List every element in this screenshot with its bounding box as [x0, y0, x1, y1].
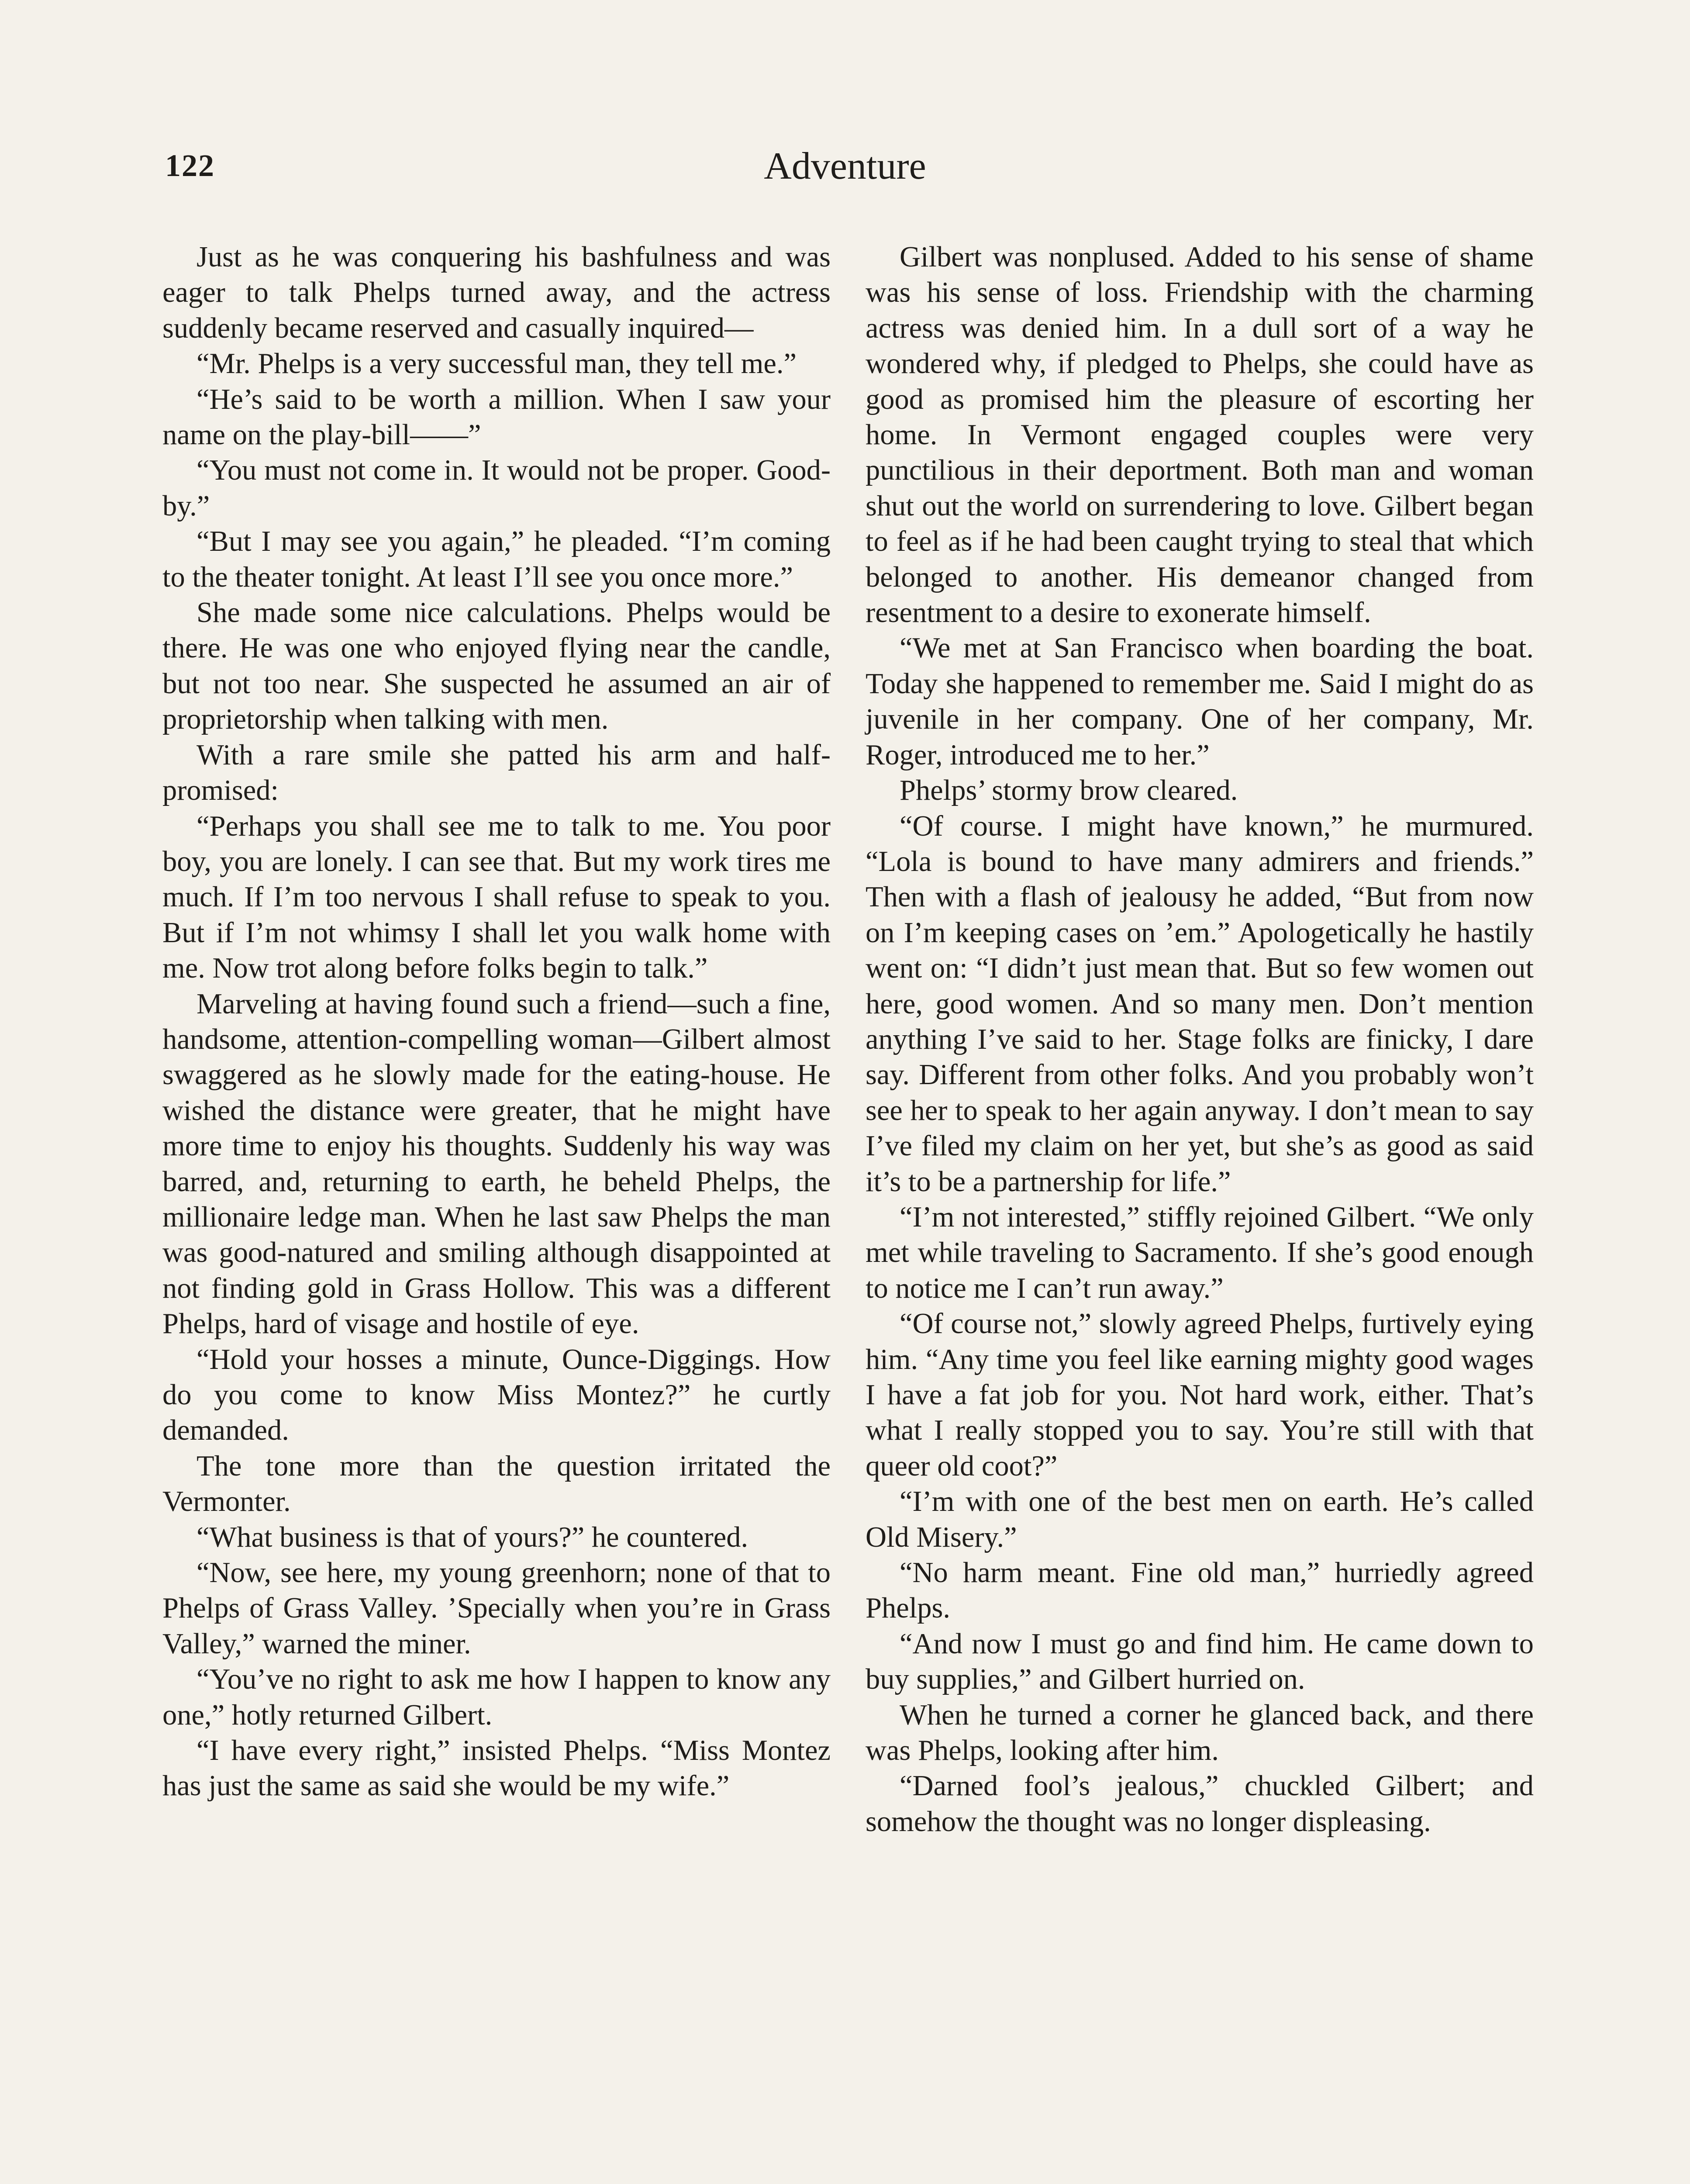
paragraph: “Of course not,” slowly agreed Phelps, furtively eying him. “Any time you feel like earning mighty good wages I have a fat job for you. Not hard work, either. That’s what I really stopped you to say. You’re still with that queer old coot?” [866, 1308, 1534, 1482]
paragraph: “What business is that of yours?” he countered. [197, 1521, 748, 1553]
paragraph: “You must not come in. It would not be proper. Good-by.” [162, 454, 831, 522]
paragraph: When he turned a corner he glanced back, and there was Phelps, looking after him. [866, 1699, 1534, 1767]
paragraph: Gilbert was nonplused. Added to his sense of shame was his sense of loss. Friendship with the charming actress was denied him. In a dull sort of a way he wondered why, if pledged to Phelps, she could have as good as promised him the pleasure of escorting her home. In Vermont engaged couples were very punctilious in their deportment. Both man and woman shut out the world on surrendering to love. Gilbert began to feel as if he had been caught trying to steal that which belonged to another. His demeanor changed from resentment to a desire to exonerate himself. [866, 241, 1534, 629]
paragraph: With a rare smile she patted his arm and half-promised: [162, 739, 831, 807]
paragraph: “But I may see you again,” he pleaded. “I’m coming to the theater tonight. At least I’ll see you once more.” [162, 525, 831, 593]
paragraph: “I have every right,” insisted Phelps. “Miss Montez has just the same as said she would be my wife.” [162, 1735, 831, 1802]
paragraph: “We met at San Francisco when boarding the boat. Today she happened to remember me. Said I might do as juvenile in her company. One of her company, Mr. Roger, introduced me to her.” [866, 632, 1534, 771]
paragraph: “Mr. Phelps is a very successful man, they tell me.” [197, 348, 797, 380]
page-number: 122 [165, 148, 215, 183]
paragraph: Marveling at having found such a friend—such a fine, handsome, attention-compelling woman—Gilbert almost swaggered as he slowly made for the eating-house. He wished the distance were greater, that he might have more time to enjoy his thoughts. Suddenly his way was barred, and, returning to earth, he beheld Phelps, the millionaire ledge man. When he last saw Phelps the man was good-natured and smiling although disappointed at not finding gold in Grass Hollow. This was a different Phelps, hard of visage and hostile of eye. [162, 988, 831, 1340]
paragraph: “He’s said to be worth a million. When I saw your name on the play-bill——” [162, 383, 831, 451]
paragraph: “No harm meant. Fine old man,” hurriedly agreed Phelps. [866, 1557, 1534, 1624]
paragraph: “Now, see here, my young greenhorn; none of that to Phelps of Grass Valley. ’Specially when you’re in Grass Valley,” warned the miner. [162, 1557, 831, 1660]
paragraph: “Darned fool’s jealous,” chuckled Gilbert; and somehow the thought was no longer displeasing. [866, 1770, 1534, 1838]
left-column [162, 239, 831, 1804]
paragraph: “And now I must go and find him. He came down to buy supplies,” and Gilbert hurried on. [866, 1628, 1534, 1696]
paragraph: Just as he was conquering his bashfulness and was eager to talk Phelps turned away, and the actress suddenly became reserved and casually inquired— [162, 241, 831, 344]
running-head-title: Adventure [764, 145, 926, 187]
paragraph: Phelps’ stormy brow cleared. [900, 774, 1238, 807]
paragraph: “Perhaps you shall see me to talk to me. You poor boy, you are lonely. I can see that. But my work tires me much. If I’m too nervous I shall refuse to speak to you. But if I’m not whimsy I shall let you walk home with me. Now trot along before folks begin to talk.” [162, 810, 831, 985]
paragraph: The tone more than the question irritated the Vermonter. [162, 1450, 831, 1518]
paragraph: “I’m with one of the best men on earth. He’s called Old Misery.” [866, 1486, 1534, 1553]
paragraph: She made some nice calculations. Phelps would be there. He was one who enjoyed flying near the candle, but not too near. She suspected he assumed an air of proprietorship when talking with men. [162, 597, 831, 736]
paragraph: “You’ve no right to ask me how I happen to know any one,” hotly returned Gilbert. [162, 1663, 831, 1731]
right-column [866, 239, 1534, 1839]
paragraph: “Of course. I might have known,” he murmured. “Lola is bound to have many admirers and friends.” Then with a flash of jealousy he added, “But from now on I’m keeping cases on ’em.” Apologetically he hastily went on: “I didn’t just mean that. But so few women out here, good women. And so many men. Don’t mention anything I’ve said to her. Stage folks are finicky, I dare say. Different from other folks. And you probably won’t see her to speak to her again anyway. I don’t mean to say I’ve filed my claim on her yet, but she’s as good as said it’s to be a partnership for life.” [866, 810, 1534, 1198]
paragraph: “Hold your hosses a minute, Ounce-Diggings. How do you come to know Miss Montez?” he curtly demanded. [162, 1343, 831, 1447]
paragraph: “I’m not interested,” stiffly rejoined Gilbert. “We only met while traveling to Sacramento. If she’s good enough to notice me I can’t run away.” [866, 1201, 1534, 1304]
